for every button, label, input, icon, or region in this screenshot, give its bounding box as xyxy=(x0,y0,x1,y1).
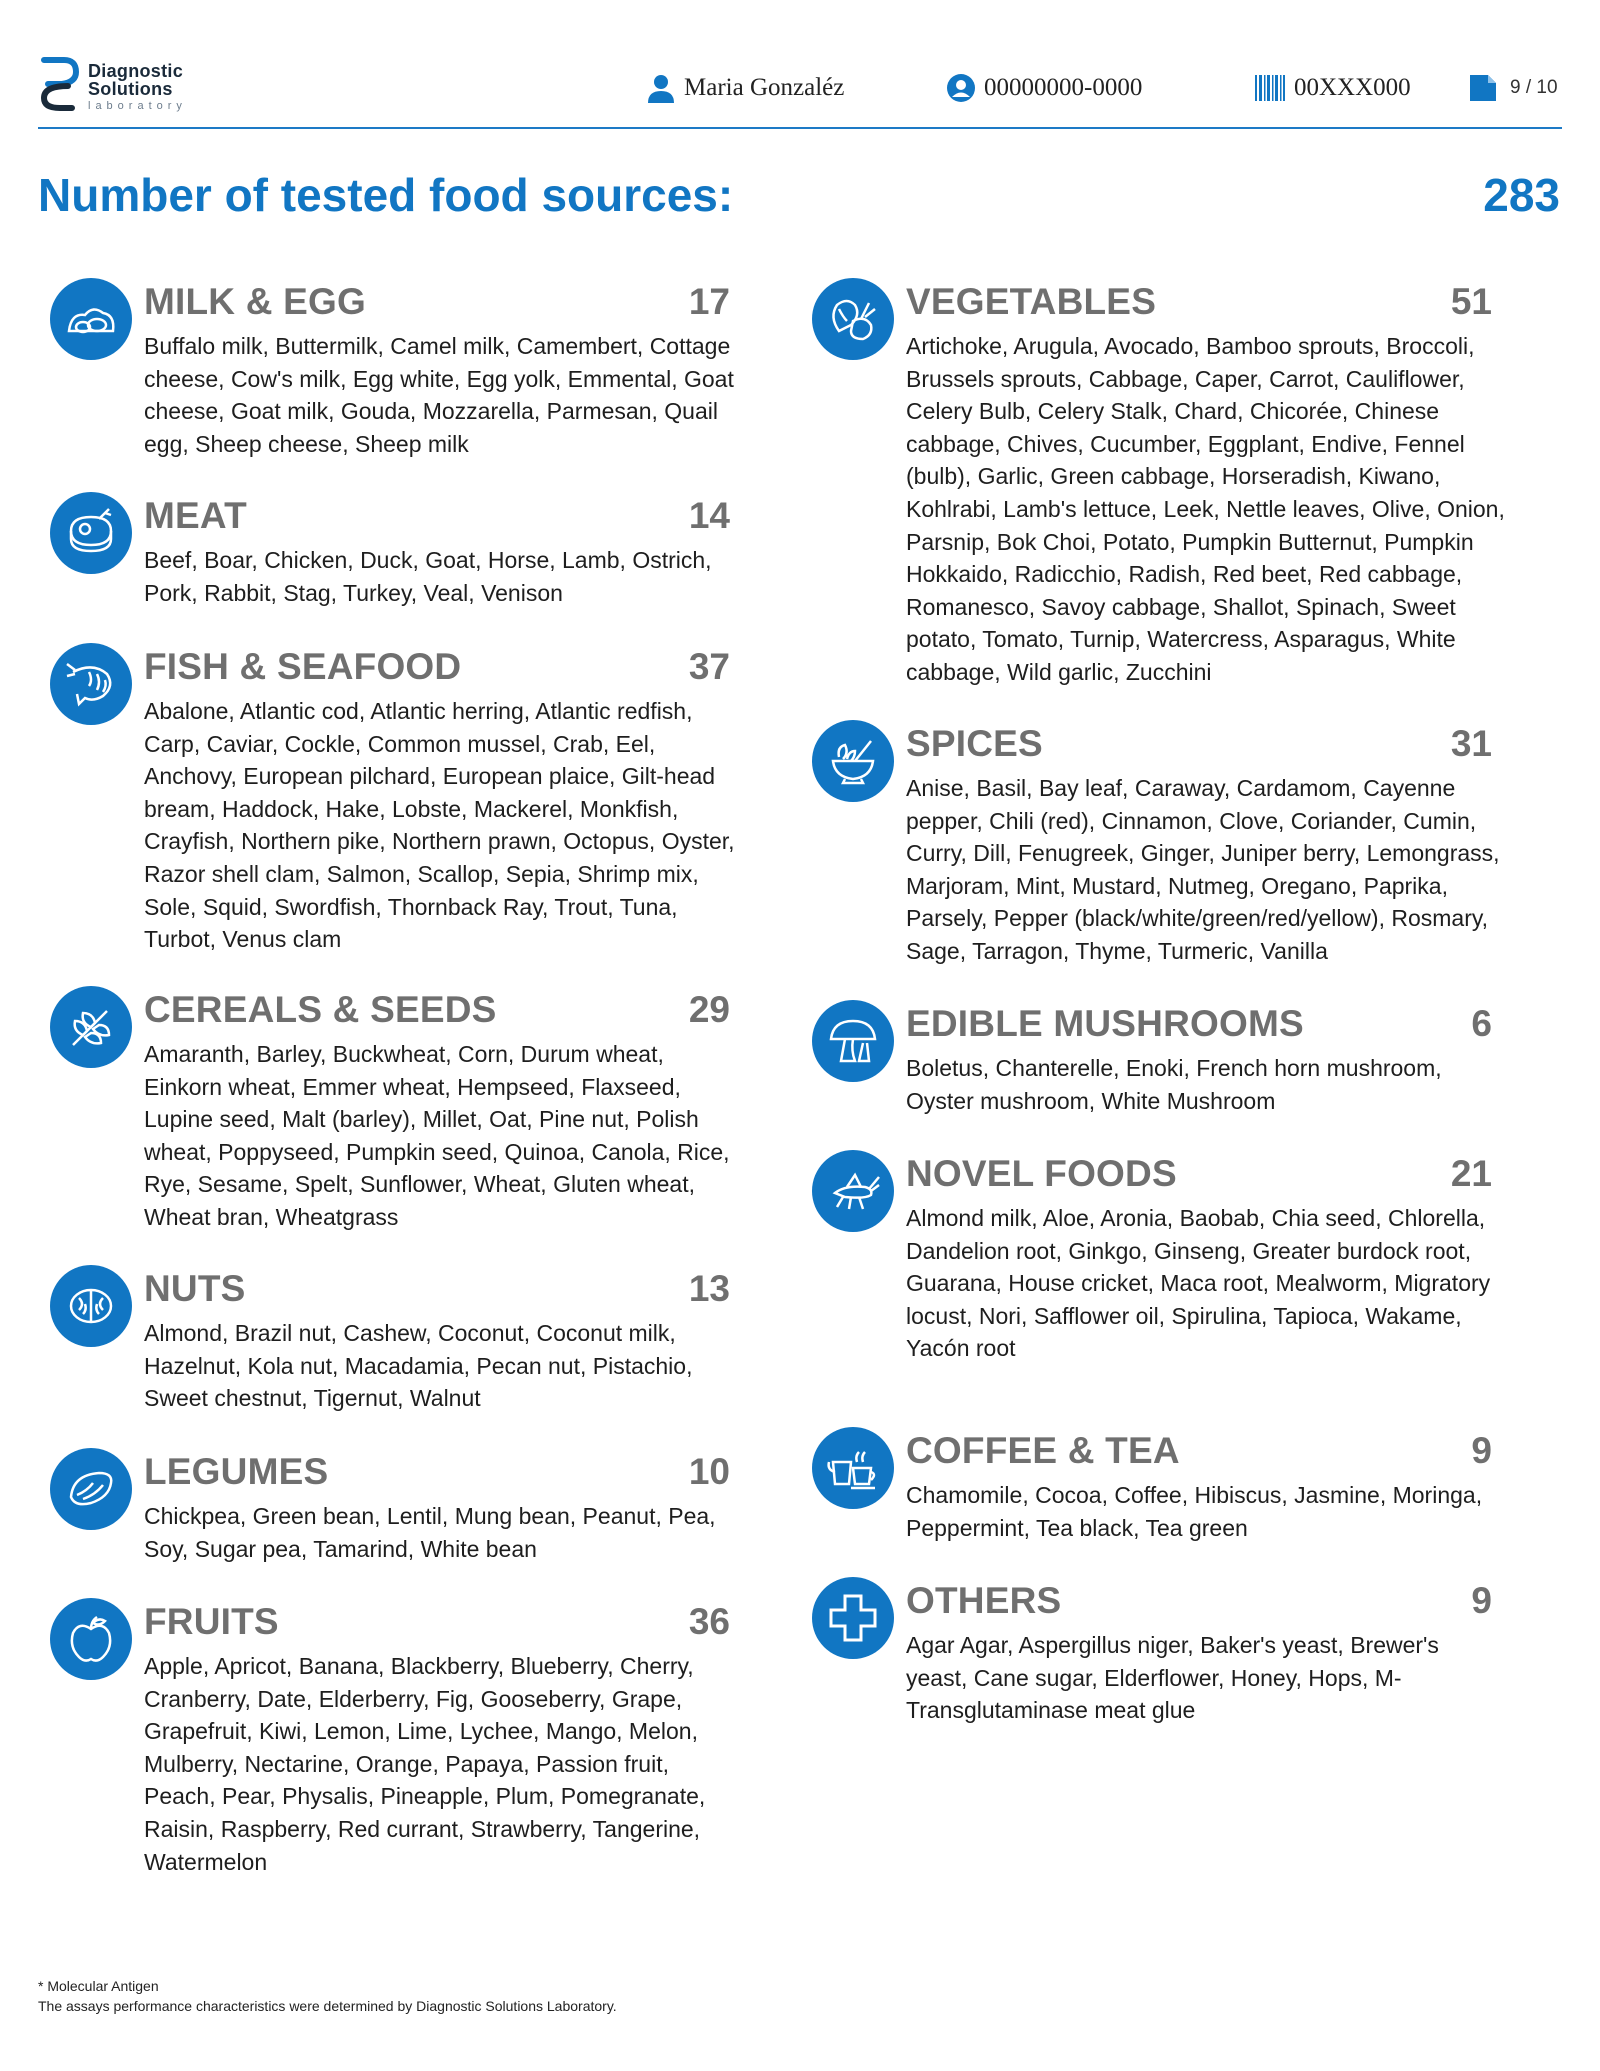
page-indicator: 9 / 10 xyxy=(1510,77,1558,98)
category-name: FRUITS xyxy=(144,1601,279,1642)
wheat-icon xyxy=(50,986,132,1068)
document-icon xyxy=(1468,73,1498,103)
category-count: 9 xyxy=(1471,1430,1492,1471)
disclaimer: The assays performance characteristics were determined by Diagnostic Solutions Laboratory. xyxy=(38,1998,617,2014)
walnut-icon xyxy=(50,1265,132,1347)
category-items: Boletus, Chanterelle, Enoki, French horn mushroom, Oyster mushroom, White Mushroom xyxy=(906,1055,1442,1114)
category-count: 31 xyxy=(1450,723,1492,764)
logo-mark-icon xyxy=(38,56,80,112)
category-name: EDIBLE MUSHROOMS xyxy=(906,1003,1304,1044)
logo-line2: Solutions xyxy=(88,79,173,99)
category-items: Apple, Apricot, Banana, Blackberry, Blueberry, Cherry, Cranberry, Date, Elderberry, Fig, Gooseberry, Grape, Grapefruit, Kiwi, Lemon, Lime, Lychee, Mango, Melon, Mulberry, Nectarine, Orange, Papaya, Passion fruit, Peach, Pear, Physalis, Pineapple, Plum, Pomegranate, Raisin, Raspberry, Red currant, Strawberry, Tangerine, Watermelon xyxy=(144,1653,706,1875)
mushroom-icon xyxy=(812,1000,894,1082)
footnote: * Molecular Antigen xyxy=(38,1978,159,1994)
category-name: MEAT xyxy=(144,495,247,536)
category-items: Agar Agar, Aspergillus niger, Baker's yeast, Brewer's yeast, Cane sugar, Elderflower, Honey, Hops, M-Transglutaminase meat glue xyxy=(906,1632,1439,1724)
sample-code-field xyxy=(1254,70,1411,106)
sample-code: 00XXX000 xyxy=(1294,74,1411,101)
category-items: Anise, Basil, Bay leaf, Caraway, Cardamom, Cayenne pepper, Chili (red), Cinnamon, Clove, Coriander, Cumin, Curry, Dill, Fenugreek, Ginger, Juniper berry, Lemongrass, Marjoram, Mint, Mustard, Nutmeg, Oregano, Paprika, Parsely, Pepper (black/white/green/red/yellow), Rosmary, Sage, Tarragon, Thyme, Turmeric, Vanilla xyxy=(906,775,1500,964)
category-count: 9 xyxy=(1471,1580,1492,1621)
category-items: Beef, Boar, Chicken, Duck, Goat, Horse, Lamb, Ostrich, Pork, Rabbit, Stag, Turkey, Veal, Venison xyxy=(144,547,712,606)
category-name: LEGUMES xyxy=(144,1451,329,1492)
patient-name-field xyxy=(646,70,844,106)
category-count: 10 xyxy=(688,1451,730,1492)
barcode-icon xyxy=(1254,73,1286,103)
category-name: NUTS xyxy=(144,1268,246,1309)
category-count: 21 xyxy=(1450,1153,1492,1194)
category-name: COFFEE & TEA xyxy=(906,1430,1180,1471)
cricket-icon xyxy=(812,1150,894,1232)
total-count: 283 xyxy=(1483,169,1560,221)
category-items: Chamomile, Cocoa, Coffee, Hibiscus, Jasmine, Moringa, Peppermint, Tea black, Tea green xyxy=(906,1482,1483,1541)
category-name: MILK & EGG xyxy=(144,281,366,322)
user-circle-icon xyxy=(946,73,976,103)
logo-sub: laboratory xyxy=(88,100,187,112)
steak-icon xyxy=(50,492,132,574)
patient-id: 00000000-0000 xyxy=(984,74,1143,101)
category-items: Buffalo milk, Buttermilk, Camel milk, Camembert, Cottage cheese, Cow's milk, Egg white, Egg yolk, Emmental, Goat cheese, Goat milk, Gouda, Mozzarella, Parmesan, Quail egg, Sheep cheese, Sheep milk xyxy=(144,333,734,457)
page-title: Number of tested food sources: xyxy=(38,169,734,221)
category-name: OTHERS xyxy=(906,1580,1062,1621)
lab-logo xyxy=(38,56,187,118)
category-items: Almond milk, Aloe, Aronia, Baobab, Chia seed, Chlorella, Dandelion root, Ginkgo, Ginseng, Greater burdock root, Guarana, House cricket, Maca root, Mealworm, Migratory locust, Nori, Safflower oil, Spirulina, Tapioca, Wakame, Yacón root xyxy=(906,1205,1491,1362)
cups-icon xyxy=(812,1427,894,1509)
category-name: CEREALS & SEEDS xyxy=(144,989,497,1030)
category-name: NOVEL FOODS xyxy=(906,1153,1177,1194)
category-items: Artichoke, Arugula, Avocado, Bamboo sprouts, Broccoli, Brussels sprouts, Cabbage, Caper, Carrot, Cauliflower, Celery Bulb, Celery Stalk, Chard, Chicorée, Chinese cabbage, Chives, Cucumber, Eggplant, Endive, Fennel (bulb), Garlic, Green cabbage, Horseradish, Kiwano, Kohlrabi, Lamb's lettuce, Leek, Nettle leaves, Olive, Onion, Parsnip, Bok Choi, Potato, Pumpkin Butternut, Pumpkin Hokkaido, Radicchio, Radish, Red beet, Red cabbage, Romanesco, Savoy cabbage, Shallot, Spinach, Sweet potato, Tomato, Turnip, Watercress, Asparagus, White cabbage, Wild garlic, Zucchini xyxy=(906,333,1505,685)
category-count: 14 xyxy=(688,495,730,536)
egg-icon xyxy=(50,278,132,360)
category-name: SPICES xyxy=(906,723,1043,764)
category-name: VEGETABLES xyxy=(906,281,1157,322)
shrimp-icon xyxy=(50,643,132,725)
bean-icon xyxy=(50,1448,132,1530)
patient-id-field xyxy=(946,70,1142,106)
category-name: FISH & SEAFOOD xyxy=(144,646,462,687)
category-count: 51 xyxy=(1450,281,1492,322)
mortar-icon xyxy=(812,720,894,802)
category-count: 29 xyxy=(688,989,730,1030)
category-items: Almond, Brazil nut, Cashew, Coconut, Coconut milk, Hazelnut, Kola nut, Macadamia, Pecan nut, Pistachio, Sweet chestnut, Tigernut, Walnut xyxy=(144,1320,693,1412)
category-count: 36 xyxy=(688,1601,730,1642)
vegetables-icon xyxy=(812,278,894,360)
logo-line1: Diagnostic xyxy=(88,61,184,81)
category-count: 6 xyxy=(1471,1003,1492,1044)
page-header xyxy=(38,52,1562,129)
category-count: 17 xyxy=(688,281,730,322)
user-icon xyxy=(646,73,676,103)
page-indicator-field xyxy=(1468,70,1558,106)
category-items: Amaranth, Barley, Buckwheat, Corn, Durum wheat, Einkorn wheat, Emmer wheat, Hempseed, Flaxseed, Lupine seed, Malt (barley), Millet, Oat, Pine nut, Polish wheat, Poppyseed, Pumpkin seed, Quinoa, Canola, Rice, Rye, Sesame, Spelt, Sunflower, Wheat, Gluten wheat, Wheat bran, Wheatgrass xyxy=(144,1041,730,1230)
category-items: Abalone, Atlantic cod, Atlantic herring, Atlantic redfish, Carp, Caviar, Cockle, Common mussel, Crab, Eel, Anchovy, European pilchard, European plaice, Gilt-head bream, Haddock, Hake, Lobste, Mackerel, Monkfish, Crayfish, Northern pike, Northern prawn, Octopus, Oyster, Razor shell clam, Salmon, Scallop, Sepia, Shrimp mix, Sole, Squid, Swordfish, Thornback Ray, Trout, Tuna, Turbot, Venus clam xyxy=(144,698,735,953)
category-items: Chickpea, Green bean, Lentil, Mung bean, Peanut, Pea, Soy, Sugar pea, Tamarind, White bean xyxy=(144,1503,716,1562)
cross-icon xyxy=(812,1577,894,1659)
category-count: 37 xyxy=(688,646,730,687)
apple-icon xyxy=(50,1598,132,1680)
patient-name: Maria Gonzaléz xyxy=(684,74,845,101)
category-count: 13 xyxy=(688,1268,730,1309)
